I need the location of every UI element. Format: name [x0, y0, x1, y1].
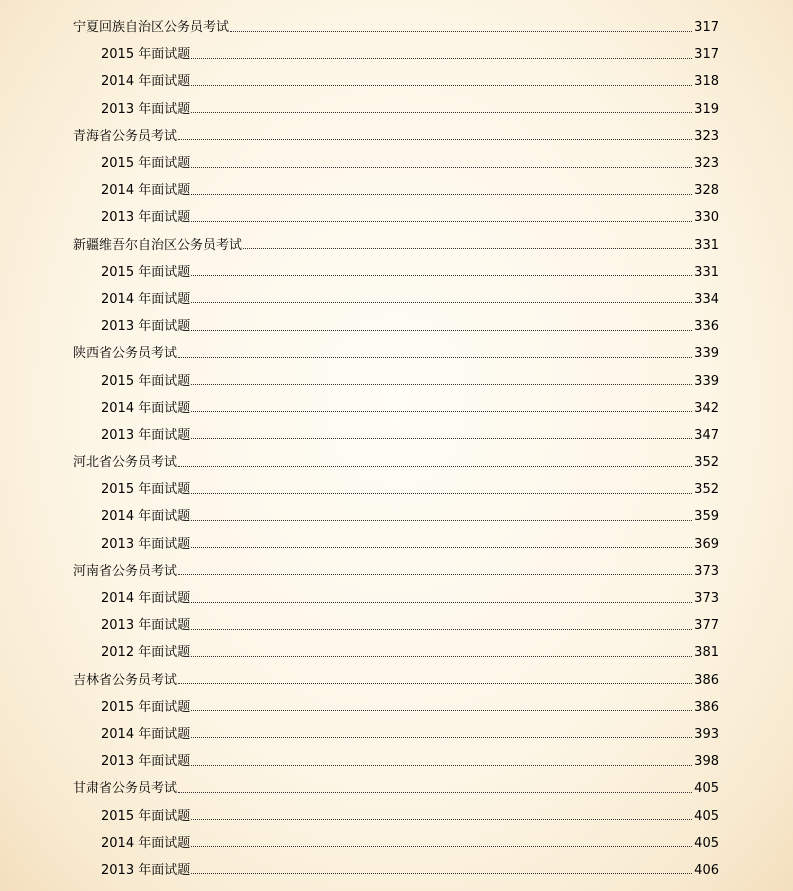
toc-entry-title: 2013 年面试题 [101, 754, 191, 770]
dot-leader [191, 437, 692, 439]
toc-page-number: 373 [694, 591, 719, 607]
dot-leader [230, 30, 692, 32]
toc-page-number: 323 [694, 128, 719, 144]
toc-page-number: 330 [694, 210, 719, 226]
toc-page-number: 359 [694, 509, 719, 525]
dot-leader [191, 818, 692, 820]
dot-leader [191, 383, 692, 385]
toc-entry-title: 2015 年面试题 [101, 373, 191, 389]
toc-page-number: 336 [694, 319, 719, 335]
toc-page-number: 339 [694, 346, 719, 362]
toc-page-number: 334 [694, 291, 719, 307]
toc-entry-title: 2014 年面试题 [101, 726, 191, 742]
toc-sub-entry[interactable] [0, 422, 793, 449]
dot-leader [191, 628, 692, 630]
toc-entry-title: 河南省公务员考试 [73, 563, 178, 579]
dot-leader [191, 492, 692, 494]
dot-leader [243, 247, 692, 249]
toc-entry-title: 2013 年面试题 [101, 427, 191, 443]
toc-entry-title: 2014 年面试题 [101, 509, 191, 525]
toc-entry-title: 2015 年面试题 [101, 264, 191, 280]
toc-entry-title: 2015 年面试题 [101, 47, 191, 63]
toc-entry-title: 2014 年面试题 [101, 291, 191, 307]
toc-entry-title: 2013 年面试题 [101, 618, 191, 634]
dot-leader [191, 329, 692, 331]
toc-sub-entry[interactable] [0, 639, 793, 666]
toc-entry-title: 2013 年面试题 [101, 319, 191, 335]
toc-sub-entry[interactable] [0, 802, 793, 829]
table-of-contents [0, 14, 793, 884]
toc-section-entry[interactable] [0, 232, 793, 259]
dot-leader [191, 193, 692, 195]
toc-page-number: 352 [694, 482, 719, 498]
toc-entry-title: 河北省公务员考试 [73, 455, 178, 471]
toc-entry-title: 吉林省公务员考试 [73, 672, 178, 688]
toc-section-entry[interactable] [0, 340, 793, 367]
toc-page-number: 318 [694, 74, 719, 90]
dot-leader [178, 465, 692, 467]
dot-leader [178, 573, 692, 575]
toc-page-number: 373 [694, 563, 719, 579]
toc-section-entry[interactable] [0, 14, 793, 41]
dot-leader [191, 111, 692, 113]
toc-page-number: 398 [694, 754, 719, 770]
toc-section-entry[interactable] [0, 558, 793, 585]
toc-section-entry[interactable] [0, 667, 793, 694]
toc-entry-title: 2014 年面试题 [101, 400, 191, 416]
toc-sub-entry[interactable] [0, 313, 793, 340]
toc-page-number: 386 [694, 672, 719, 688]
toc-section-entry[interactable] [0, 775, 793, 802]
toc-entry-title: 陕西省公务员考试 [73, 346, 178, 362]
dot-leader [178, 682, 692, 684]
toc-sub-entry[interactable] [0, 367, 793, 394]
toc-page-number: 405 [694, 835, 719, 851]
toc-page-number: 405 [694, 808, 719, 824]
dot-leader [191, 655, 692, 657]
toc-sub-entry[interactable] [0, 150, 793, 177]
toc-entry-title: 2014 年面试题 [101, 835, 191, 851]
dot-leader [191, 764, 692, 766]
dot-leader [178, 356, 692, 358]
toc-page-number: 406 [694, 862, 719, 878]
toc-page-number: 317 [694, 47, 719, 63]
toc-entry-title: 青海省公务员考试 [73, 128, 178, 144]
toc-entry-title: 2014 年面试题 [101, 183, 191, 199]
toc-sub-entry[interactable] [0, 41, 793, 68]
dot-leader [191, 301, 692, 303]
toc-entry-title: 2013 年面试题 [101, 536, 191, 552]
toc-sub-entry[interactable] [0, 177, 793, 204]
dot-leader [191, 601, 692, 603]
toc-page-number: 339 [694, 373, 719, 389]
toc-section-entry[interactable] [0, 123, 793, 150]
toc-sub-entry[interactable] [0, 531, 793, 558]
dot-leader [191, 57, 692, 59]
toc-page-number: 331 [694, 237, 719, 253]
toc-page-number: 369 [694, 536, 719, 552]
toc-entry-title: 2012 年面试题 [101, 645, 191, 661]
dot-leader [191, 410, 692, 412]
toc-entry-title: 2015 年面试题 [101, 699, 191, 715]
toc-sub-entry[interactable] [0, 585, 793, 612]
dot-leader [191, 274, 692, 276]
toc-sub-entry[interactable] [0, 286, 793, 313]
dot-leader [191, 220, 692, 222]
toc-sub-entry[interactable] [0, 204, 793, 231]
toc-entry-title: 2015 年面试题 [101, 482, 191, 498]
toc-page-number: 352 [694, 455, 719, 471]
toc-entry-title: 2015 年面试题 [101, 156, 191, 172]
toc-page-number: 331 [694, 264, 719, 280]
dot-leader [178, 138, 692, 140]
dot-leader [178, 791, 692, 793]
toc-sub-entry[interactable] [0, 748, 793, 775]
toc-page-number: 319 [694, 101, 719, 117]
toc-entry-title: 宁夏回族自治区公务员考试 [73, 20, 230, 36]
toc-page-number: 328 [694, 183, 719, 199]
dot-leader [191, 166, 692, 168]
toc-entry-title: 2014 年面试题 [101, 591, 191, 607]
toc-page-number: 317 [694, 20, 719, 36]
dot-leader [191, 84, 692, 86]
toc-sub-entry[interactable] [0, 857, 793, 884]
toc-sub-entry[interactable] [0, 476, 793, 503]
toc-sub-entry[interactable] [0, 68, 793, 95]
toc-sub-entry[interactable] [0, 721, 793, 748]
toc-page-number: 377 [694, 618, 719, 634]
toc-entry-title: 2013 年面试题 [101, 101, 191, 117]
dot-leader [191, 872, 692, 874]
toc-page-number: 405 [694, 781, 719, 797]
toc-entry-title: 甘肃省公务员考试 [73, 781, 178, 797]
toc-page-number: 323 [694, 156, 719, 172]
toc-page-number: 386 [694, 699, 719, 715]
toc-sub-entry[interactable] [0, 612, 793, 639]
toc-section-entry[interactable] [0, 449, 793, 476]
toc-sub-entry[interactable] [0, 694, 793, 721]
toc-sub-entry[interactable] [0, 259, 793, 286]
toc-entry-title: 2013 年面试题 [101, 210, 191, 226]
dot-leader [191, 736, 692, 738]
toc-page-number: 381 [694, 645, 719, 661]
toc-page-number: 347 [694, 427, 719, 443]
toc-page-number: 393 [694, 726, 719, 742]
toc-sub-entry[interactable] [0, 830, 793, 857]
toc-page-number: 342 [694, 400, 719, 416]
dot-leader [191, 519, 692, 521]
toc-sub-entry[interactable] [0, 96, 793, 123]
toc-sub-entry[interactable] [0, 395, 793, 422]
dot-leader [191, 546, 692, 548]
dot-leader [191, 709, 692, 711]
toc-sub-entry[interactable] [0, 503, 793, 530]
toc-entry-title: 2013 年面试题 [101, 862, 191, 878]
toc-entry-title: 2015 年面试题 [101, 808, 191, 824]
toc-entry-title: 新疆维吾尔自治区公务员考试 [73, 237, 243, 253]
toc-entry-title: 2014 年面试题 [101, 74, 191, 90]
dot-leader [191, 845, 692, 847]
